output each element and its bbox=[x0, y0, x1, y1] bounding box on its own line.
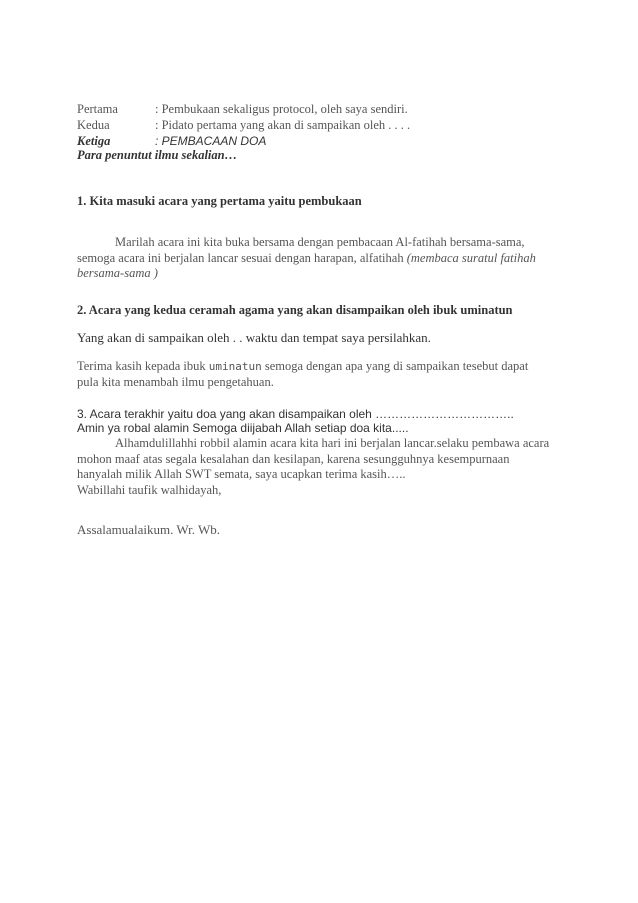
section-2-line-2 bbox=[77, 358, 528, 375]
intro-text: : Pembukaan sekaligus protocol, oleh saya sendiri. bbox=[155, 102, 408, 116]
intro-label: Kedua bbox=[77, 118, 110, 132]
section-2-line-3: pula kita menambah ilmu pengetahuan. bbox=[77, 375, 274, 389]
section-3-heading: 3. Acara terakhir yaitu doa yang akan disampaikan oleh …………………………….. bbox=[77, 407, 514, 421]
section-2-text: Terima kasih kepada ibuk bbox=[77, 359, 209, 373]
section-1-paragraph-line-3: bersama-sama ) bbox=[77, 266, 158, 280]
intro-line-kedua bbox=[77, 117, 410, 133]
section-2-text: semoga dengan apa yang di sampaikan tesebut dapat bbox=[261, 359, 529, 373]
section-3-line-2: Amin ya robal alamin Semoga diijabah Allah setiap doa kita..... bbox=[77, 421, 409, 435]
closing-salutation: Assalamualaikum. Wr. Wb. bbox=[77, 522, 221, 537]
speaker-name: uminatun bbox=[208, 360, 262, 373]
intro-line-pertama bbox=[77, 101, 408, 117]
intro-label: Ketiga bbox=[77, 134, 111, 148]
section-3-line-6: Wabillahi taufik walhidayah, bbox=[77, 483, 222, 497]
paragraph-text: semoga acara ini berjalan lancar sesuai dengan harapan, alfatihah bbox=[77, 251, 407, 265]
intro-label: Pertama bbox=[77, 102, 118, 116]
intro-text: : PEMBACAAN DOA bbox=[155, 134, 267, 148]
section-1-heading: 1. Kita masuki acara yang pertama yaitu pembukaan bbox=[77, 194, 362, 208]
section-3-line-4: mohon maaf atas segala kesalahan dan kesilapan, karena sesungguhnya kesempurnaan bbox=[77, 452, 510, 466]
section-2-heading: 2. Acara yang kedua ceramah agama yang akan disampaikan oleh ibuk uminatun bbox=[77, 303, 513, 317]
section-1-paragraph-line-1: Marilah acara ini kita buka bersama dengan pembacaan Al-fatihah bersama-sama, bbox=[115, 235, 525, 249]
intro-text: : Pidato pertama yang akan di sampaikan oleh . . . . bbox=[155, 118, 411, 132]
section-2-line-1: Yang akan di sampaikan oleh . . waktu dan tempat saya persilahkan. bbox=[77, 330, 431, 345]
address-line: Para penuntut ilmu sekalian… bbox=[77, 148, 238, 162]
paragraph-italic-text: (membaca suratul fatihah bbox=[406, 251, 536, 265]
section-1-paragraph-line-2 bbox=[77, 250, 536, 266]
section-3-line-5: hanyalah milik Allah SWT semata, saya ucapkan terima kasih….. bbox=[77, 467, 406, 481]
section-3-line-3: Alhamdulillahhi robbil alamin acara kita hari ini berjalan lancar.selaku pembawa acara bbox=[115, 436, 550, 450]
